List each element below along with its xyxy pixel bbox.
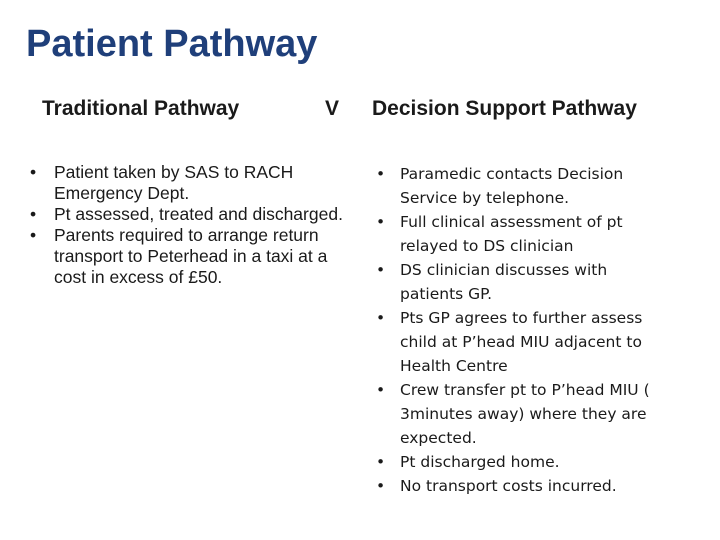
list-item: • Paramedic contacts Decision Service by telephone. bbox=[372, 162, 672, 210]
list-item: • Parents required to arrange return transport to Peterhead in a taxi at a cost in excess of £50. bbox=[26, 225, 356, 288]
slide-title: Patient Pathway bbox=[26, 23, 318, 65]
traditional-pathway-list bbox=[26, 162, 356, 288]
list-item: • Patient taken by SAS to RACH Emergency Dept. bbox=[26, 162, 356, 204]
list-item: • DS clinician discusses with patients GP. bbox=[372, 258, 672, 306]
decision-support-pathway-list bbox=[372, 162, 672, 498]
list-item: • Full clinical assessment of pt relayed to DS clinician bbox=[372, 210, 672, 258]
list-item: • No transport costs incurred. bbox=[372, 474, 672, 498]
decision-support-pathway-heading: Decision Support Pathway bbox=[372, 97, 637, 120]
versus-label: V bbox=[325, 97, 340, 120]
list-item: • Pts GP agrees to further assess child at P’head MIU adjacent to Health Centre bbox=[372, 306, 672, 378]
traditional-pathway-heading: Traditional Pathway bbox=[42, 97, 240, 120]
list-item: • Crew transfer pt to P’head MIU ( 3minutes away) where they are expected. bbox=[372, 378, 672, 450]
list-item: • Pt discharged home. bbox=[372, 450, 672, 474]
list-item: • Pt assessed, treated and discharged. bbox=[26, 204, 356, 225]
